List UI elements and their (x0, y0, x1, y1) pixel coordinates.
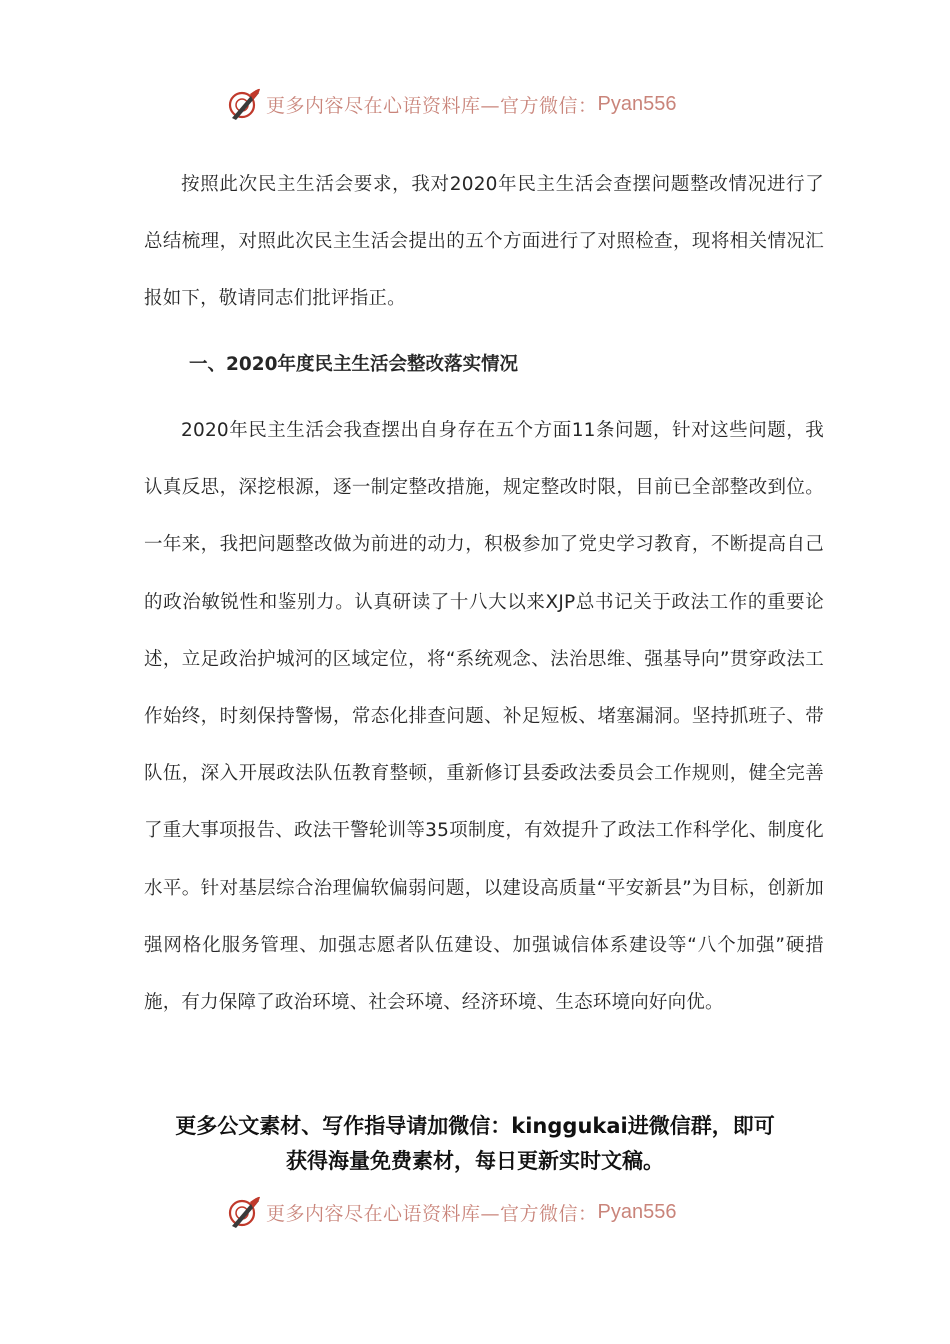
promo-line-1: 更多公文素材、写作指导请加微信：kinggukai进微信群，即可 (175, 1114, 775, 1138)
intro-paragraph: 按照此次民主生活会要求，我对2020年民主生活会查摆问题整改情况进行了总结梳理，对照此次民主生活会提出的五个方面进行了对照检查，现将相关情况汇报如下，敬请同志们批评指正。 (144, 174, 824, 310)
section-heading: 一、2020年度民主生活会整改落实情况 (189, 354, 518, 375)
banner-text: 更多内容尽在心语资料库—官方微信： (266, 94, 598, 117)
banner-text: 更多内容尽在心语资料库—官方微信： (266, 1202, 598, 1225)
header-banner (226, 84, 676, 124)
promo-line-2: 获得海量免费素材，每日更新实时文稿。 (286, 1149, 664, 1173)
banner-wechat-id: Pyan556 (597, 92, 677, 115)
quill-pen-logo-icon (226, 86, 262, 122)
body-paragraph: 2020年民主生活会我查摆出自身存在五个方面11条问题，针对这些问题，我认真反思，深挖根源，逐一制定整改措施，规定整改时限，目前已全部整改到位。一年来，我把问题整改做为前进的动力，积极参加了党史学习教育，不断提高自己的政治敏锐性和鉴别力。认真研读了十八大以来XJP总书记关于政法工作的重要论述，立足政治护城河的区域定位，将“系统观念、法治思维、强基导向”贯穿政法工作始终，时刻保持警惕，常态化排查问题、补足短板、堵塞漏洞。坚持抓班子、带队伍，深入开展政法队伍教育整顿，重新修订县委政法委员会工作规则，健全完善了重大事项报告、政法干警轮训等35项制度，有效提升了政法工作科学化、制度化水平。针对基层综合治理偏软偏弱问题，以建设高质量“平安新县”为目标，创新加强网格化服务管理、加强志愿者队伍建设、加强诚信体系建设等“八个加强”硬措施，有力保障了政治环境、社会环境、经济环境、生态环境向好向优。 (144, 420, 824, 1014)
promo-notice (140, 1109, 810, 1179)
banner-wechat-id: Pyan556 (597, 1200, 677, 1223)
quill-pen-logo-icon (226, 1194, 262, 1230)
footer-banner (226, 1192, 676, 1232)
